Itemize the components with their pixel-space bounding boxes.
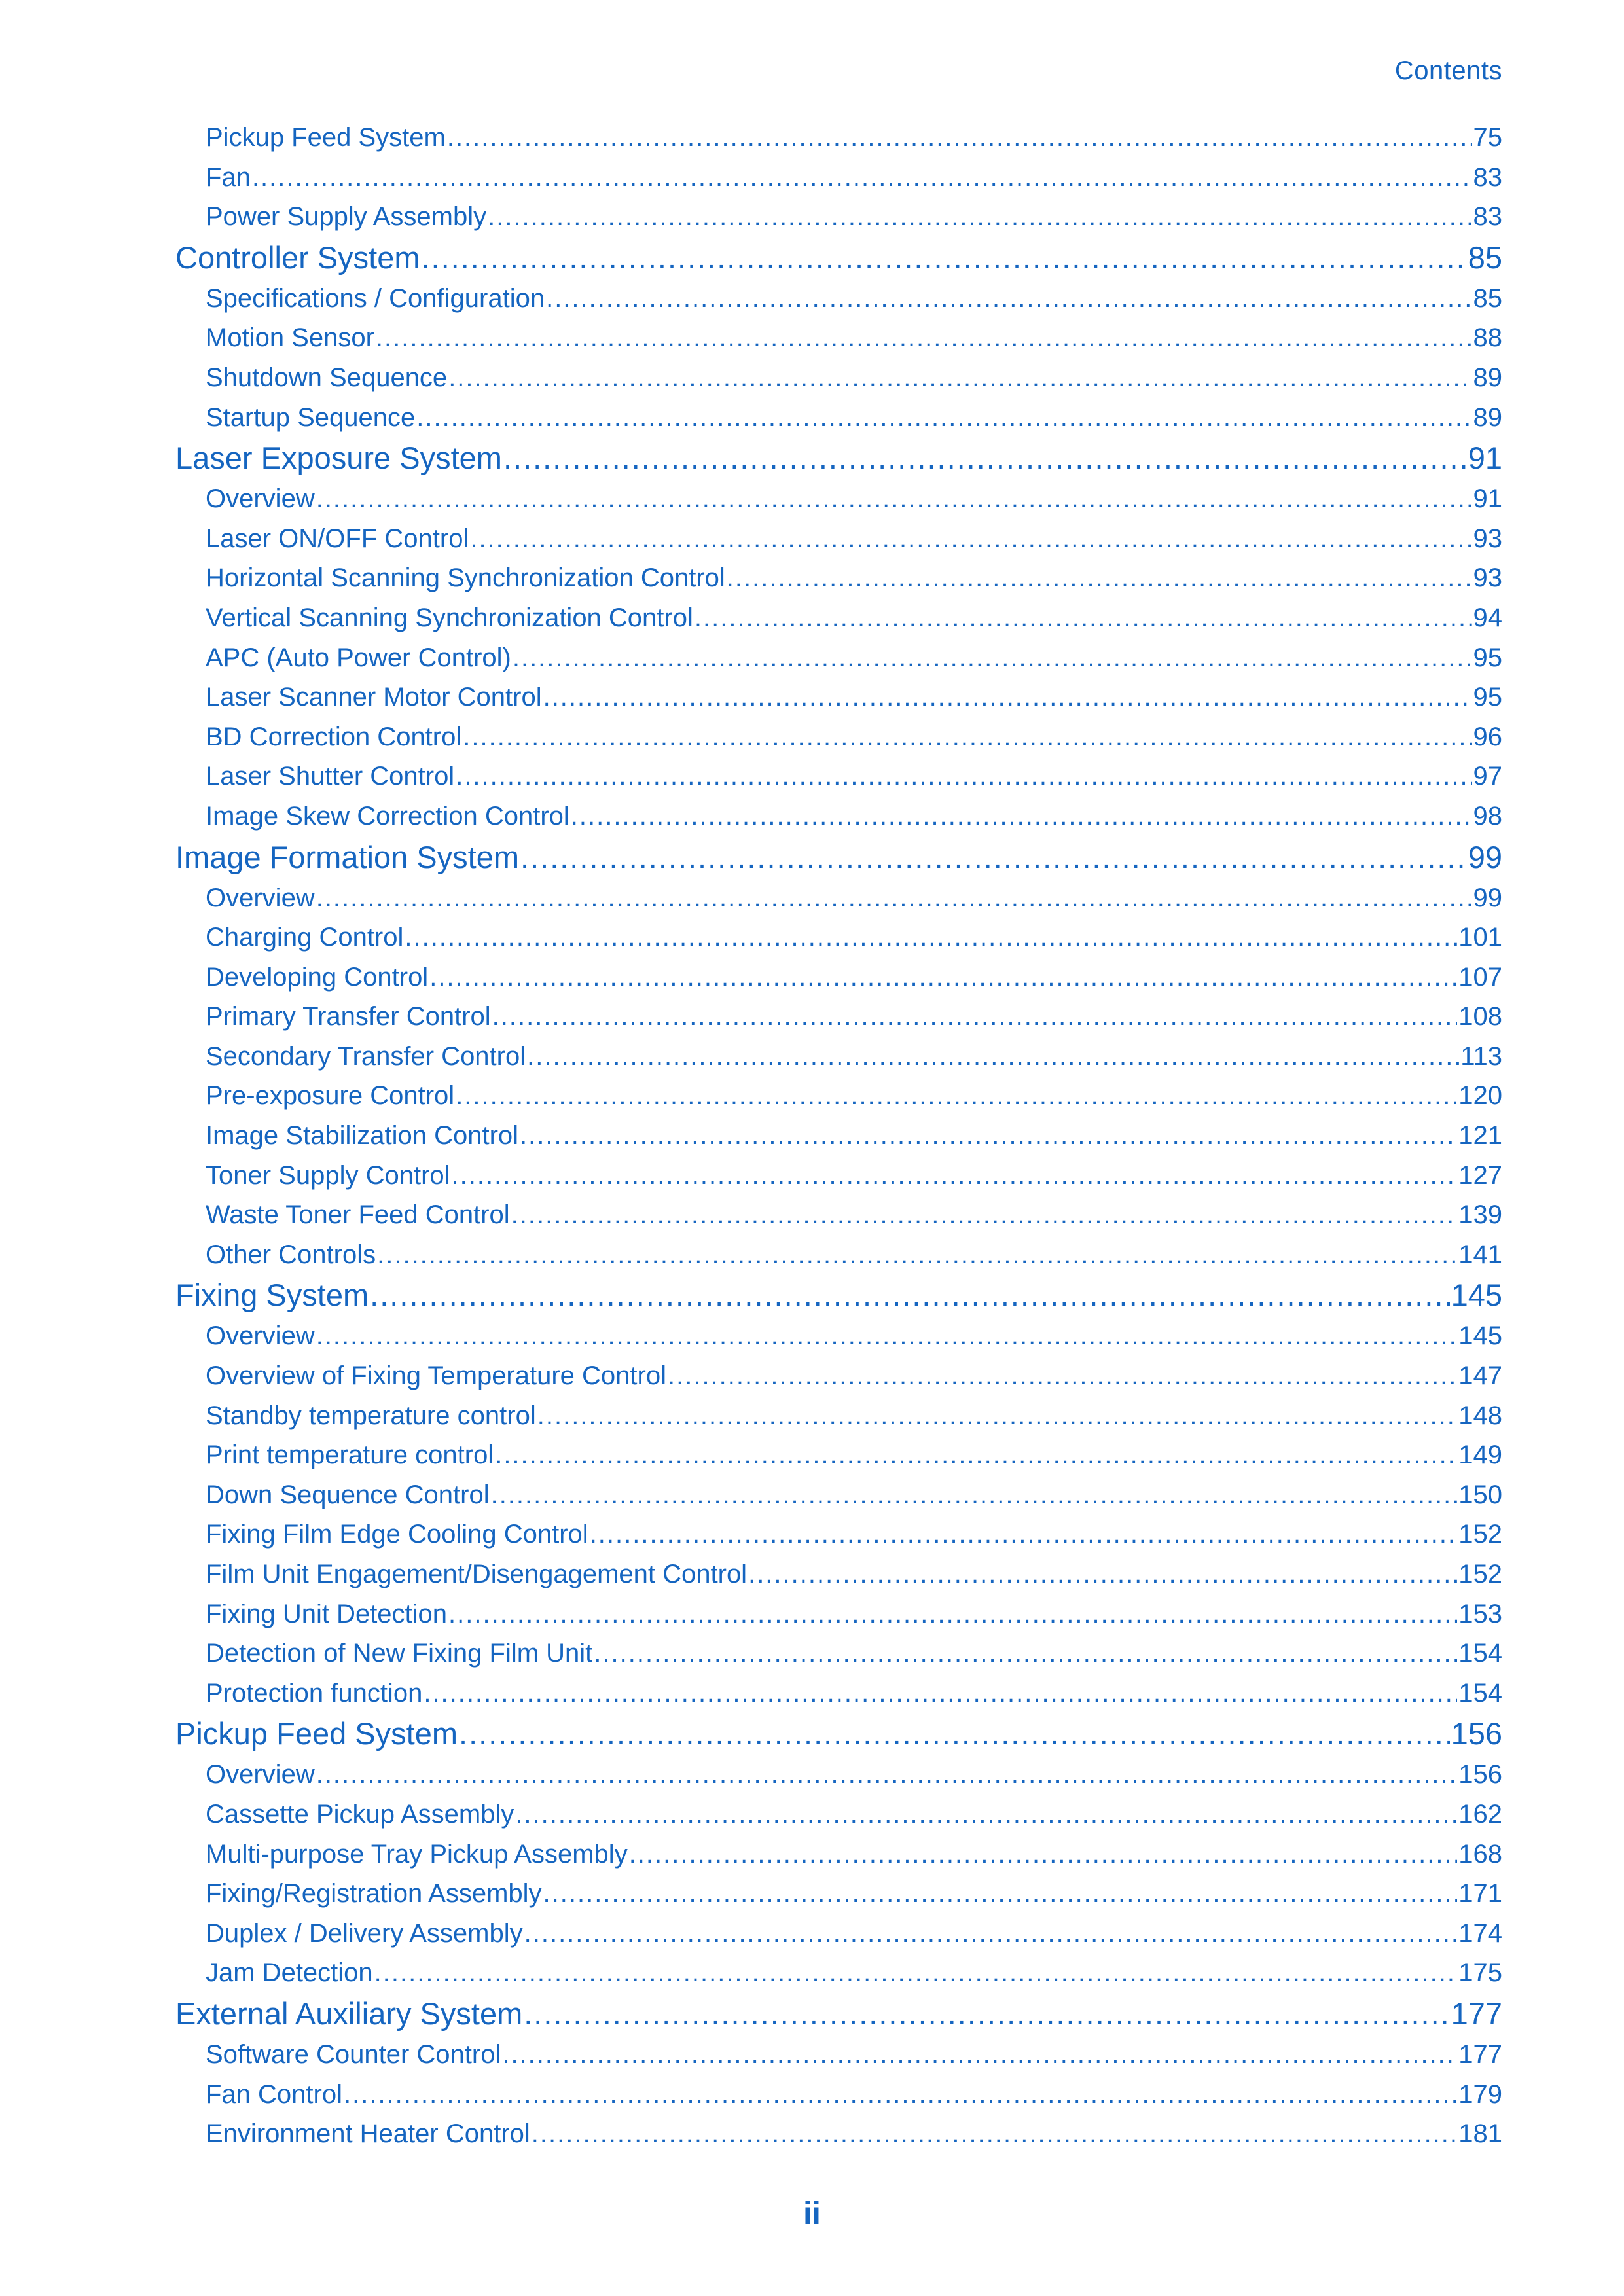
toc-entry-label: Specifications / Configuration [206, 283, 545, 313]
toc-subsection-entry[interactable] [175, 1156, 1502, 1196]
dot-leader [448, 358, 1471, 398]
header-title: Contents [1394, 56, 1502, 85]
toc-subsection-entry[interactable] [175, 1953, 1502, 1993]
toc-entry-page: 85 [1473, 283, 1502, 313]
dot-leader [527, 1037, 1459, 1077]
toc-subsection-entry[interactable] [175, 158, 1502, 198]
toc-entry-page: 153 [1458, 1599, 1502, 1628]
toc-subsection-entry[interactable] [175, 1634, 1502, 1674]
toc-entry-label: Fan Control [206, 2079, 342, 2109]
dot-leader [515, 1795, 1457, 1835]
toc-entry-page: 154 [1458, 1678, 1502, 1708]
dot-leader [316, 479, 1472, 519]
toc-entry-page: 75 [1473, 123, 1502, 152]
toc-subsection-entry[interactable] [175, 878, 1502, 918]
toc-entry-page: 156 [1458, 1760, 1502, 1789]
toc-entry-label: Multi-purpose Tray Pickup Assembly [206, 1839, 628, 1869]
dot-leader [695, 598, 1472, 638]
toc-entry-page: 83 [1473, 202, 1502, 232]
toc-subsection-entry[interactable] [175, 717, 1502, 757]
toc-entry-label: Print temperature control [206, 1441, 494, 1470]
dot-leader [374, 1953, 1458, 1993]
toc-subsection-entry[interactable] [175, 1914, 1502, 1954]
toc-entry-label: Charging Control [206, 923, 404, 952]
dot-leader [488, 197, 1471, 237]
toc-entry-page: 156 [1451, 1716, 1502, 1751]
toc-entry-label: Overview [206, 1760, 315, 1789]
dot-leader [748, 1554, 1457, 1594]
toc-entry-page: 95 [1473, 683, 1502, 712]
toc-subsection-entry[interactable] [175, 1795, 1502, 1835]
toc-entry-label: Image Stabilization Control [206, 1121, 519, 1151]
toc-subsection-entry[interactable] [175, 677, 1502, 717]
toc-entry-label: BD Correction Control [206, 722, 462, 751]
toc-entry-label: Software Counter Control [206, 2039, 501, 2069]
toc-entry-label: Laser Exposure System [175, 440, 502, 476]
toc-entry-page: 168 [1458, 1839, 1502, 1869]
dot-leader [370, 1274, 1449, 1316]
toc-entry-page: 88 [1473, 323, 1502, 353]
toc-entry-page: 91 [1468, 440, 1502, 476]
dot-leader [520, 836, 1467, 878]
toc-section-entry[interactable] [175, 1713, 1502, 1755]
toc-entry-page: 152 [1458, 1560, 1502, 1588]
toc-entry-page: 98 [1473, 801, 1502, 831]
dot-leader [502, 2035, 1457, 2075]
dot-leader [727, 558, 1472, 598]
toc-entry-label: Motion Sensor [206, 323, 374, 353]
toc-entry-page: 93 [1473, 564, 1502, 593]
toc-subsection-entry[interactable] [175, 1475, 1502, 1515]
toc-section-entry[interactable] [175, 437, 1502, 479]
toc-subsection-entry[interactable] [175, 1874, 1502, 1914]
dot-leader [513, 638, 1472, 678]
toc-entry-label: Fixing Unit Detection [206, 1599, 448, 1628]
toc-entry-label: Pickup Feed System [175, 1716, 458, 1751]
toc-entry-page: 97 [1473, 762, 1502, 791]
toc-subsection-entry[interactable] [175, 197, 1502, 237]
dot-leader [495, 1435, 1457, 1475]
dot-leader [470, 519, 1471, 559]
toc-subsection-entry[interactable] [175, 318, 1502, 358]
toc-entry-page: 113 [1460, 1041, 1502, 1071]
dot-leader [405, 918, 1457, 958]
toc-entry-page: 85 [1468, 240, 1502, 275]
dot-leader [594, 1634, 1457, 1674]
toc-entry-label: Jam Detection [206, 1958, 373, 1988]
page-number: ii [803, 2197, 821, 2231]
dot-leader [537, 1396, 1458, 1436]
toc-entry-label: Primary Transfer Control [206, 1002, 491, 1031]
toc-subsection-entry[interactable] [175, 958, 1502, 997]
toc-entry-label: Protection function [206, 1678, 423, 1708]
toc-entry-label: Fixing Film Edge Cooling Control [206, 1520, 588, 1549]
dot-leader [376, 318, 1472, 358]
toc-section-entry[interactable] [175, 1993, 1502, 2035]
toc-entry-label: Overview [206, 1321, 315, 1351]
table-of-contents [175, 118, 1502, 2154]
dot-leader [252, 158, 1472, 198]
toc-entry-label: Image Skew Correction Control [206, 801, 569, 831]
toc-subsection-entry[interactable] [175, 1316, 1502, 1356]
toc-entry-page: 171 [1458, 1879, 1502, 1909]
toc-entry-label: Fixing System [175, 1278, 369, 1313]
toc-entry-page: 174 [1458, 1918, 1502, 1948]
toc-entry-label: Pickup Feed System [206, 123, 446, 152]
toc-entry-page: 179 [1458, 2079, 1502, 2109]
dot-leader [524, 1914, 1458, 1954]
toc-entry-label: Duplex / Delivery Assembly [206, 1918, 523, 1948]
toc-subsection-entry[interactable] [175, 797, 1502, 836]
dot-leader [543, 1874, 1458, 1914]
toc-subsection-entry[interactable] [175, 1515, 1502, 1554]
toc-subsection-entry[interactable] [175, 2075, 1502, 2115]
toc-entry-label: Waste Toner Feed Control [206, 1200, 510, 1230]
toc-subsection-entry[interactable] [175, 1396, 1502, 1436]
toc-entry-label: Toner Supply Control [206, 1160, 450, 1190]
toc-entry-label: Laser ON/OFF Control [206, 524, 469, 553]
toc-subsection-entry[interactable] [175, 279, 1502, 319]
dot-leader [543, 677, 1472, 717]
toc-subsection-entry[interactable] [175, 558, 1502, 598]
toc-entry-page: 89 [1473, 363, 1502, 392]
toc-entry-label: Vertical Scanning Synchronization Control [206, 603, 693, 632]
dot-leader [377, 1235, 1457, 1275]
toc-entry-page: 145 [1451, 1278, 1502, 1313]
toc-entry-page: 89 [1473, 403, 1502, 432]
dot-leader [524, 1993, 1449, 2035]
toc-entry-label: Down Sequence Control [206, 1480, 490, 1509]
toc-entry-page: 108 [1458, 1002, 1502, 1031]
dot-leader [448, 1594, 1457, 1634]
dot-leader [424, 1674, 1457, 1713]
toc-entry-page: 162 [1458, 1799, 1502, 1829]
dot-leader [416, 398, 1471, 438]
toc-subsection-entry[interactable] [175, 1755, 1502, 1795]
toc-entry-label: Developing Control [206, 962, 429, 992]
toc-entry-page: 181 [1458, 2119, 1502, 2149]
toc-entry-label: Standby temperature control [206, 1401, 536, 1430]
dot-leader [491, 1475, 1458, 1515]
dot-leader [452, 1156, 1458, 1196]
dot-leader [532, 2114, 1457, 2154]
toc-entry-label: Startup Sequence [206, 403, 416, 432]
toc-entry-label: Shutdown Sequence [206, 363, 448, 392]
dot-leader [316, 1755, 1458, 1795]
toc-subsection-entry[interactable] [175, 2035, 1502, 2075]
dot-leader [546, 279, 1471, 319]
dot-leader [590, 1515, 1458, 1554]
toc-subsection-entry[interactable] [175, 1195, 1502, 1235]
toc-subsection-entry[interactable] [175, 1674, 1502, 1713]
toc-subsection-entry[interactable] [175, 1116, 1502, 1156]
dot-leader [344, 2075, 1457, 2115]
toc-subsection-entry[interactable] [175, 1235, 1502, 1275]
toc-entry-label: Laser Scanner Motor Control [206, 683, 542, 712]
toc-entry-page: 99 [1473, 883, 1502, 912]
toc-entry-label: Image Formation System [175, 839, 520, 874]
dot-leader [463, 717, 1471, 757]
toc-entry-page: 177 [1451, 1996, 1502, 2031]
dot-leader [316, 878, 1472, 918]
dot-leader [511, 1195, 1458, 1235]
toc-entry-page: 150 [1458, 1480, 1502, 1509]
dot-leader [629, 1835, 1458, 1874]
dot-leader [316, 1316, 1458, 1356]
toc-entry-page: 99 [1468, 839, 1502, 874]
toc-section-entry[interactable] [175, 836, 1502, 878]
toc-subsection-entry[interactable] [175, 2114, 1502, 2154]
toc-subsection-entry[interactable] [175, 519, 1502, 559]
toc-entry-page: 139 [1458, 1200, 1502, 1230]
toc-subsection-entry[interactable] [175, 598, 1502, 638]
toc-entry-page: 152 [1458, 1520, 1502, 1549]
toc-subsection-entry[interactable] [175, 1076, 1502, 1116]
toc-entry-page: 175 [1458, 1958, 1502, 1988]
dot-leader [422, 237, 1467, 279]
toc-entry-page: 96 [1473, 722, 1502, 751]
dot-leader [492, 997, 1458, 1037]
toc-entry-label: Overview [206, 883, 315, 912]
toc-entry-page: 95 [1473, 643, 1502, 672]
dot-leader [447, 118, 1472, 158]
toc-entry-page: 141 [1458, 1240, 1502, 1269]
toc-entry-page: 177 [1458, 2039, 1502, 2069]
toc-subsection-entry[interactable] [175, 997, 1502, 1037]
dot-leader [456, 1076, 1457, 1116]
dot-leader [456, 757, 1471, 797]
dot-leader [520, 1116, 1457, 1156]
toc-entry-label: Cassette Pickup Assembly [206, 1799, 514, 1829]
dot-leader [668, 1356, 1457, 1396]
toc-entry-page: 101 [1458, 923, 1502, 952]
toc-entry-page: 149 [1458, 1441, 1502, 1470]
toc-entry-label: Overview [206, 484, 315, 514]
toc-entry-page: 127 [1458, 1160, 1502, 1190]
toc-entry-page: 121 [1458, 1121, 1502, 1151]
toc-entry-page: 145 [1458, 1321, 1502, 1351]
toc-entry-page: 120 [1458, 1081, 1502, 1111]
toc-entry-label: Fan [206, 162, 251, 192]
toc-entry-label: Other Controls [206, 1240, 376, 1269]
dot-leader [429, 958, 1457, 997]
toc-subsection-entry[interactable] [175, 118, 1502, 158]
toc-section-entry[interactable] [175, 1274, 1502, 1316]
toc-entry-label: Film Unit Engagement/Disengagement Control [206, 1560, 748, 1588]
toc-entry-label: Power Supply Assembly [206, 202, 487, 232]
toc-entry-label: APC (Auto Power Control) [206, 643, 511, 672]
toc-subsection-entry[interactable] [175, 1835, 1502, 1874]
toc-subsection-entry[interactable] [175, 1037, 1502, 1077]
toc-entry-label: Fixing/Registration Assembly [206, 1879, 542, 1909]
toc-subsection-entry[interactable] [175, 757, 1502, 797]
toc-entry-label: Secondary Transfer Control [206, 1041, 526, 1071]
toc-subsection-entry[interactable] [175, 398, 1502, 438]
toc-entry-label: Overview of Fixing Temperature Control [206, 1361, 666, 1391]
dot-leader [503, 437, 1467, 479]
toc-subsection-entry[interactable] [175, 358, 1502, 398]
toc-entry-page: 147 [1458, 1361, 1502, 1391]
toc-entry-page: 91 [1473, 484, 1502, 514]
toc-subsection-entry[interactable] [175, 1356, 1502, 1396]
toc-subsection-entry[interactable] [175, 1594, 1502, 1634]
toc-entry-label: Laser Shutter Control [206, 762, 455, 791]
toc-entry-page: 107 [1458, 962, 1502, 992]
dot-leader [459, 1713, 1450, 1755]
dot-leader [571, 797, 1472, 836]
toc-entry-label: Pre-exposure Control [206, 1081, 455, 1111]
toc-entry-label: External Auxiliary System [175, 1996, 523, 2031]
toc-entry-label: Detection of New Fixing Film Unit [206, 1639, 593, 1668]
toc-entry-page: 154 [1458, 1639, 1502, 1668]
toc-entry-label: Environment Heater Control [206, 2119, 530, 2149]
toc-subsection-entry[interactable] [175, 479, 1502, 519]
toc-entry-label: Horizontal Scanning Synchronization Control [206, 564, 725, 593]
toc-subsection-entry[interactable] [175, 1435, 1502, 1475]
toc-section-entry[interactable] [175, 237, 1502, 279]
toc-entry-page: 94 [1473, 603, 1502, 632]
toc-entry-page: 148 [1458, 1401, 1502, 1430]
toc-subsection-entry[interactable] [175, 1554, 1502, 1594]
toc-entry-page: 83 [1473, 162, 1502, 192]
toc-subsection-entry[interactable] [175, 638, 1502, 678]
toc-subsection-entry[interactable] [175, 918, 1502, 958]
toc-entry-label: Controller System [175, 240, 420, 275]
toc-entry-page: 93 [1473, 524, 1502, 553]
